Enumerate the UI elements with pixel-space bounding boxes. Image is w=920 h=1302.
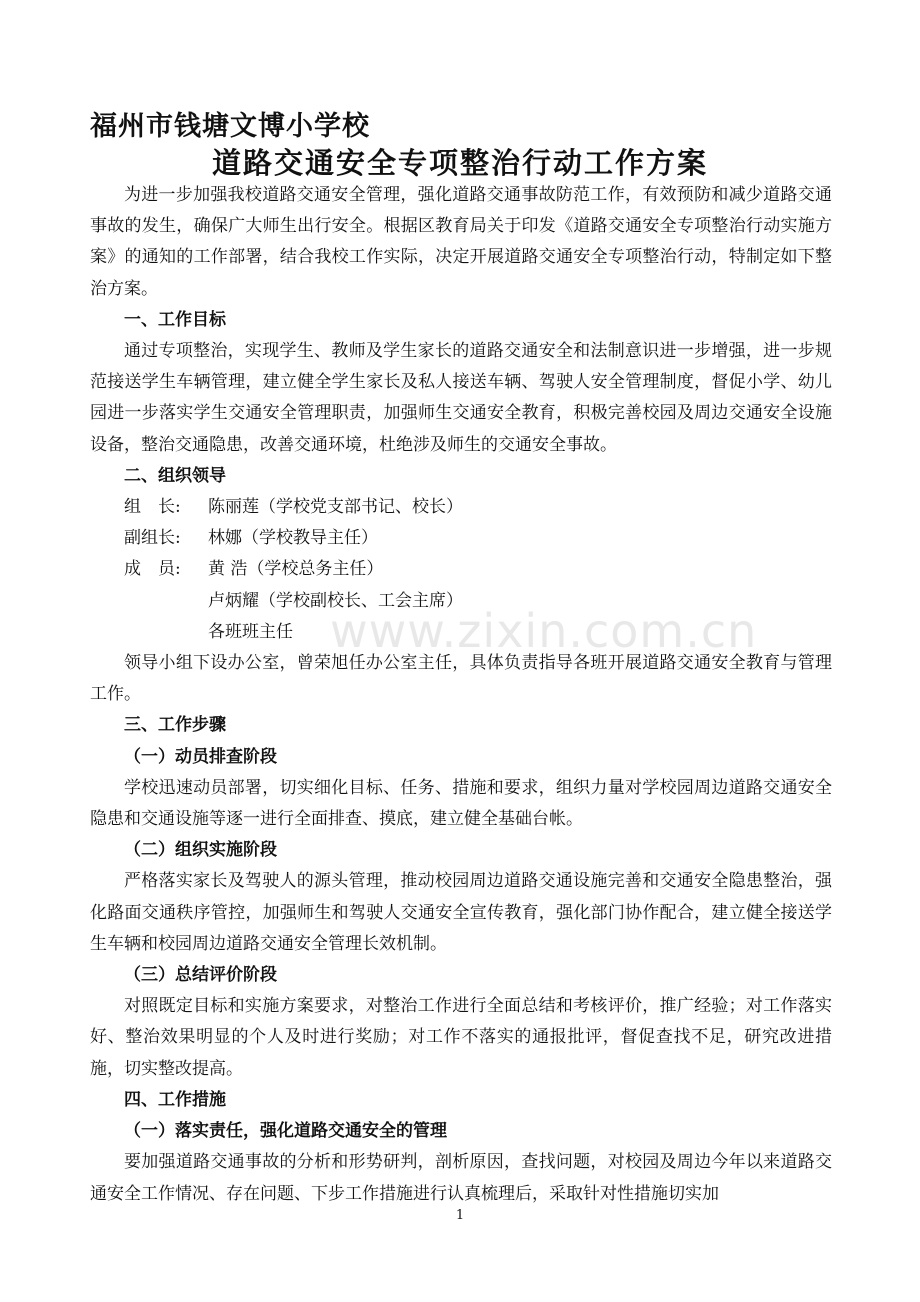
step-heading-implement: （二）组织实施阶段: [124, 840, 277, 861]
goals-paragraph: 通过专项整治，实现学生、教师及学生家长的道路交通安全和法制意识进一步增强，进一步规范接送学生车辆管理，建立健全学生家长及私人接送车辆、驾驶人安全管理制度，督促小学、幼儿园进一步落实学生交通安全管理职责，加强师生交通安全教育，积极完善校园及周边交通安全设施设备，整治交通隐患，改善交通环境，杜绝涉及师生的交通安全事故。: [90, 341, 832, 455]
step-paragraph-evaluate: 对照既定目标和实施方案要求，对整治工作进行全面总结和考核评价，推广经验；对工作落实好、整治效果明显的个人及时进行奖励；对工作不落实的通报批评，督促查找不足，研究改进措施，切实整改提高。: [90, 996, 832, 1079]
step-heading-mobilize: （一）动员排查阶段: [124, 746, 277, 767]
measure-heading-responsibility: （一）落实责任，强化道路交通安全的管理: [124, 1121, 447, 1142]
deputy-row: [90, 523, 832, 554]
deputy-role: 副组长:: [124, 528, 181, 549]
section-heading-organization: 二、组织领导: [124, 465, 226, 486]
measure-paragraph-responsibility: 要加强道路交通事故的分析和形势研判，剖析原因，查找问题，对校园及周边今年以来道路交通安全工作情况、存在问题、下步工作措施进行认真梳理后，采取针对性措施切实加: [90, 1152, 832, 1204]
member-name: 各班班主任: [208, 621, 293, 642]
document-title: 道路交通安全专项整治行动工作方案: [211, 146, 708, 180]
leader-row: [90, 492, 832, 523]
section-heading-steps: 三、工作步骤: [124, 715, 226, 736]
leader-name: 陈丽莲（学校党支部书记、校长）: [208, 497, 463, 518]
intro-paragraph: 为进一步加强我校道路交通安全管理，强化道路交通事故防范工作，有效预防和减少道路交通事故的发生，确保广大师生出行安全。根据区教育局关于印发《道路交通安全专项整治行动实施方案》的通知的工作部署，结合我校工作实际，决定开展道路交通安全专项整治行动，特制定如下整治方案。: [90, 185, 832, 299]
step-heading-evaluate: （三）总结评价阶段: [124, 965, 277, 986]
section-heading-measures: 四、工作措施: [124, 1089, 226, 1110]
office-paragraph: 领导小组下设办公室，曾荣旭任办公室主任，具体负责指导各班开展道路交通安全教育与管理工作。: [90, 653, 832, 705]
deputy-name: 林娜（学校教导主任）: [208, 528, 378, 549]
watermark: www.zixin.com.cn: [330, 604, 758, 658]
member-name: 黄 浩（学校总务主任）: [208, 559, 384, 580]
step-paragraph-mobilize: 学校迅速动员部署，切实细化目标、任务、措施和要求，组织力量对学校园周边道路交通安全隐患和交通设施等逐一进行全面排查、摸底，建立健全基础台帐。: [90, 777, 832, 830]
section-heading-goals: 一、工作目标: [124, 309, 226, 330]
document-body: [90, 180, 832, 1210]
leader-role: 组 长:: [124, 497, 181, 518]
members-role: 成 员:: [124, 559, 181, 580]
members-row: [90, 554, 832, 585]
member-name: 卢炳耀（学校副校长、工会主席）: [208, 590, 463, 611]
step-paragraph-implement: 严格落实家长及驾驶人的源头管理，推动校园周边道路交通设施完善和交通安全隐患整治，强化路面交通秩序管控，加强师生和驾驶人交通安全宣传教育，强化部门协作配合，建立健全接送学生车辆和校园周边道路交通安全管理长效机制。: [90, 871, 832, 954]
school-name: 福州市钱塘文博小学校: [90, 111, 370, 142]
page-number: 1: [455, 1208, 465, 1223]
